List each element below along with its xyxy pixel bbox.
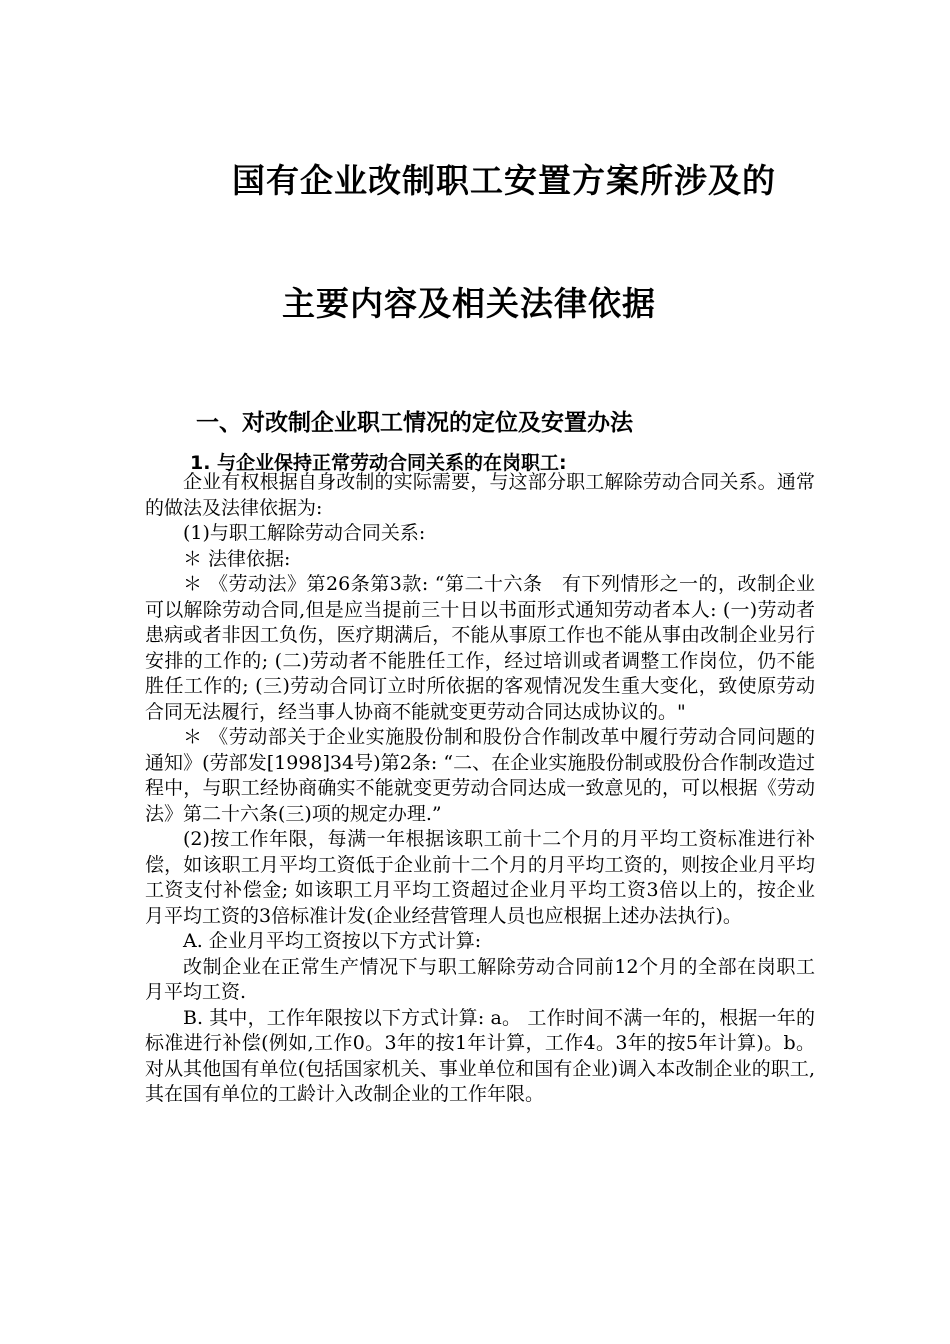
paragraph: (2)按工作年限，每满一年根据该职工前十二个月的月平均工资标准进行补偿，如该职工月平均工资低于企业前十二个月的月平均工资的，则按企业月平均工资支付补偿金; 如该职工月平均工资超过企业月平均工资3倍以上的，按企业月平均工资的3倍标准计发(企业经营管理人员也应根据上述办法执行)。 — [145, 828, 815, 927]
section-heading: 一、对改制企业职工情况的定位及安置办法 — [196, 410, 633, 436]
paragraph: 改制企业在正常生产情况下与职工解除劳动合同前12个月的全部在岗职工月平均工资. — [145, 955, 815, 1003]
paragraph: ＊ 《劳动法》第26条第3款: “第二十六条 有下列情形之一的，改制企业可以解除劳动合同,但是应当提前三十日以书面形式通知劳动者本人: (一)劳动者患病或者非因工负伤，医疗期满后，不能从事原工作也不能从事由改制企业另行安排的工作的; (二)劳动者不能胜任工作，经过培训或者调整工作岗位，仍不能胜任工作的; (三)劳动合同订立时所依据的客观情况发生重大变化，致使原劳动合同无法履行，经当事人协商不能就变更劳动合同达成协议的。" — [145, 573, 815, 723]
paragraph: (1)与职工解除劳动合同关系: — [183, 522, 426, 544]
paragraph: A. 企业月平均工资按以下方式计算: — [183, 930, 482, 952]
paragraph: 企业有权根据自身改制的实际需要，与这部分职工解除劳动合同关系。通常的做法及法律依据为: — [145, 471, 815, 519]
document-title-line-2: 主要内容及相关法律依据 — [282, 284, 656, 323]
subsection-heading: 1. 与企业保持正常劳动合同关系的在岗职工: — [190, 452, 567, 474]
paragraph: ＊ 《劳动部关于企业实施股份制和股份合作制改革中履行劳动合同问题的通知》(劳部发[1998]34号)第2条: “二、在企业实施股份制或股份合作制改造过程中，与职工经协商确实不能就变更劳动合同达成一致意见的，可以根据《劳动法》第二十六条(三)项的规定办理.” — [145, 726, 815, 825]
document-body — [145, 470, 815, 1108]
paragraph: B. 其中，工作年限按以下方式计算: a。 工作时间不满一年的，根据一年的标准进行补偿(例如,工作0。3年的按1年计算，工作4。3年的按5年计算)。b。 对从其他国有单位(包括国家机关、事业单位和国有企业)调入本改制企业的职工,其在国有单位的工龄计入改制企业的工作年限。 — [145, 1006, 815, 1105]
paragraph: ＊ 法律依据: — [183, 547, 291, 570]
document-title-line-1: 国有企业改制职工安置方案所涉及的 — [232, 161, 776, 200]
